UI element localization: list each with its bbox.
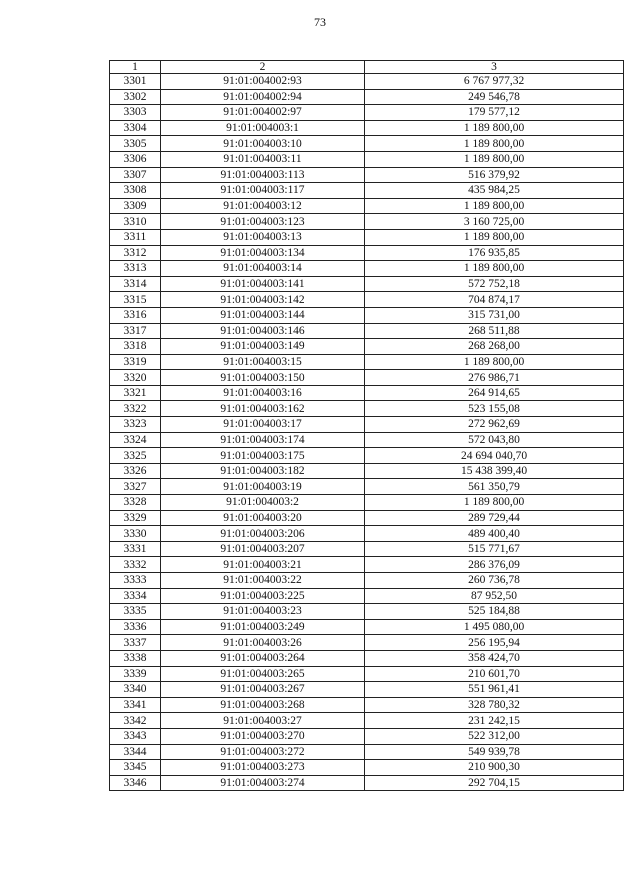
table-row (110, 229, 624, 245)
table-row (110, 120, 624, 136)
cadastral-number-cell: 91:01:004003:273 (161, 760, 365, 776)
value-cell: 1 189 800,00 (365, 261, 624, 277)
row-index-cell: 3340 (110, 682, 161, 698)
cadastral-number-cell: 91:01:004003:267 (161, 682, 365, 698)
table-row (110, 183, 624, 199)
value-cell: 260 736,78 (365, 573, 624, 589)
row-index-cell: 3318 (110, 339, 161, 355)
value-cell: 289 729,44 (365, 510, 624, 526)
row-index-cell: 3303 (110, 105, 161, 121)
table-row (110, 276, 624, 292)
value-cell: 24 694 040,70 (365, 448, 624, 464)
row-index-cell: 3322 (110, 401, 161, 417)
table-row (110, 354, 624, 370)
value-cell: 704 874,17 (365, 292, 624, 308)
value-cell: 549 939,78 (365, 744, 624, 760)
table-row (110, 573, 624, 589)
value-cell: 272 962,69 (365, 417, 624, 433)
row-index-cell: 3326 (110, 463, 161, 479)
table-row (110, 401, 624, 417)
row-index-cell: 3328 (110, 495, 161, 511)
value-cell: 1 189 800,00 (365, 354, 624, 370)
table-row (110, 245, 624, 261)
table-body (110, 61, 624, 791)
cadastral-number-cell: 91:01:004003:17 (161, 417, 365, 433)
cadastral-number-cell: 91:01:004003:144 (161, 307, 365, 323)
row-index-cell: 3323 (110, 417, 161, 433)
row-index-cell: 3327 (110, 479, 161, 495)
table-row (110, 307, 624, 323)
row-index-cell: 3330 (110, 526, 161, 542)
value-cell: 1 189 800,00 (365, 151, 624, 167)
row-index-cell: 3336 (110, 619, 161, 635)
row-index-cell: 3342 (110, 713, 161, 729)
table-row (110, 713, 624, 729)
cadastral-number-cell: 91:01:004003:26 (161, 635, 365, 651)
cadastral-number-cell: 91:01:004003:142 (161, 292, 365, 308)
table-row (110, 323, 624, 339)
value-cell: 523 155,08 (365, 401, 624, 417)
table-row (110, 588, 624, 604)
table-row (110, 682, 624, 698)
cadastral-number-cell: 91:01:004003:16 (161, 385, 365, 401)
value-cell: 315 731,00 (365, 307, 624, 323)
row-index-cell: 3314 (110, 276, 161, 292)
row-index-cell: 3332 (110, 557, 161, 573)
cadastral-number-cell: 91:01:004003:175 (161, 448, 365, 464)
table-row (110, 151, 624, 167)
value-cell: 249 546,78 (365, 89, 624, 105)
value-cell: 1 189 800,00 (365, 198, 624, 214)
value-cell: 489 400,40 (365, 526, 624, 542)
row-index-cell: 3316 (110, 307, 161, 323)
value-cell: 210 900,30 (365, 760, 624, 776)
value-cell: 286 376,09 (365, 557, 624, 573)
value-cell: 264 914,65 (365, 385, 624, 401)
cadastral-number-cell: 91:01:004003:146 (161, 323, 365, 339)
value-cell: 231 242,15 (365, 713, 624, 729)
row-index-cell: 3337 (110, 635, 161, 651)
value-cell: 292 704,15 (365, 775, 624, 791)
table-row (110, 214, 624, 230)
cadastral-number-cell: 91:01:004003:20 (161, 510, 365, 526)
cadastral-number-cell: 91:01:004002:93 (161, 74, 365, 90)
cadastral-number-cell: 91:01:004003:2 (161, 495, 365, 511)
row-index-cell: 3346 (110, 775, 161, 791)
row-index-cell: 3313 (110, 261, 161, 277)
cadastral-number-cell: 91:01:004003:207 (161, 541, 365, 557)
row-index-cell: 3317 (110, 323, 161, 339)
row-index-cell: 3331 (110, 541, 161, 557)
cadastral-number-cell: 91:01:004003:11 (161, 151, 365, 167)
cadastral-number-cell: 91:01:004003:174 (161, 432, 365, 448)
table-row (110, 432, 624, 448)
value-cell: 176 935,85 (365, 245, 624, 261)
value-cell: 1 189 800,00 (365, 120, 624, 136)
row-index-cell: 3308 (110, 183, 161, 199)
table-row (110, 775, 624, 791)
value-cell: 525 184,88 (365, 604, 624, 620)
value-cell: 15 438 399,40 (365, 463, 624, 479)
row-index-cell: 3306 (110, 151, 161, 167)
cadastral-number-cell: 91:01:004002:94 (161, 89, 365, 105)
cadastral-number-cell: 91:01:004003:1 (161, 120, 365, 136)
cadastral-number-cell: 91:01:004003:123 (161, 214, 365, 230)
table-row (110, 339, 624, 355)
value-cell: 572 752,18 (365, 276, 624, 292)
cadastral-number-cell: 91:01:004003:272 (161, 744, 365, 760)
cadastral-number-cell: 91:01:004003:19 (161, 479, 365, 495)
row-index-cell: 3305 (110, 136, 161, 152)
table-row (110, 557, 624, 573)
value-cell: 515 771,67 (365, 541, 624, 557)
value-cell: 179 577,12 (365, 105, 624, 121)
row-index-cell: 3333 (110, 573, 161, 589)
column-header-value: 3 (365, 61, 624, 74)
table-row (110, 526, 624, 542)
value-cell: 328 780,32 (365, 697, 624, 713)
table-row (110, 697, 624, 713)
page-number: 73 (314, 15, 326, 29)
value-cell: 522 312,00 (365, 728, 624, 744)
cadastral-number-cell: 91:01:004003:12 (161, 198, 365, 214)
table-row (110, 728, 624, 744)
cadastral-number-cell: 91:01:004003:206 (161, 526, 365, 542)
value-cell: 256 195,94 (365, 635, 624, 651)
table-header-row (110, 61, 624, 74)
row-index-cell: 3339 (110, 666, 161, 682)
table-row (110, 89, 624, 105)
cadastral-number-cell: 91:01:004003:10 (161, 136, 365, 152)
row-index-cell: 3344 (110, 744, 161, 760)
row-index-cell: 3307 (110, 167, 161, 183)
table-row (110, 74, 624, 90)
row-index-cell: 3302 (110, 89, 161, 105)
cadastral-number-cell: 91:01:004003:149 (161, 339, 365, 355)
cadastral-value-table (109, 60, 624, 791)
table-row (110, 510, 624, 526)
cadastral-number-cell: 91:01:004003:162 (161, 401, 365, 417)
cadastral-number-cell: 91:01:004003:182 (161, 463, 365, 479)
cadastral-number-cell: 91:01:004003:268 (161, 697, 365, 713)
cadastral-number-cell: 91:01:004002:97 (161, 105, 365, 121)
value-cell: 1 495 080,00 (365, 619, 624, 635)
table-row (110, 541, 624, 557)
table-row (110, 261, 624, 277)
row-index-cell: 3334 (110, 588, 161, 604)
column-header-index: 1 (110, 61, 161, 74)
cadastral-number-cell: 91:01:004003:13 (161, 229, 365, 245)
cadastral-number-cell: 91:01:004003:15 (161, 354, 365, 370)
cadastral-number-cell: 91:01:004003:264 (161, 650, 365, 666)
value-cell: 3 160 725,00 (365, 214, 624, 230)
row-index-cell: 3309 (110, 198, 161, 214)
row-index-cell: 3312 (110, 245, 161, 261)
table-row (110, 650, 624, 666)
value-cell: 6 767 977,32 (365, 74, 624, 90)
table-row (110, 666, 624, 682)
value-cell: 435 984,25 (365, 183, 624, 199)
cadastral-number-cell: 91:01:004003:141 (161, 276, 365, 292)
column-header-cadastral-number: 2 (161, 61, 365, 74)
row-index-cell: 3321 (110, 385, 161, 401)
value-cell: 268 511,88 (365, 323, 624, 339)
row-index-cell: 3311 (110, 229, 161, 245)
table-row (110, 198, 624, 214)
cadastral-number-cell: 91:01:004003:14 (161, 261, 365, 277)
table-row (110, 417, 624, 433)
cadastral-number-cell: 91:01:004003:21 (161, 557, 365, 573)
cadastral-number-cell: 91:01:004003:150 (161, 370, 365, 386)
value-cell: 358 424,70 (365, 650, 624, 666)
row-index-cell: 3304 (110, 120, 161, 136)
table-row (110, 744, 624, 760)
row-index-cell: 3329 (110, 510, 161, 526)
table-row (110, 370, 624, 386)
row-index-cell: 3341 (110, 697, 161, 713)
row-index-cell: 3315 (110, 292, 161, 308)
cadastral-number-cell: 91:01:004003:274 (161, 775, 365, 791)
cadastral-number-cell: 91:01:004003:134 (161, 245, 365, 261)
row-index-cell: 3345 (110, 760, 161, 776)
cadastral-number-cell: 91:01:004003:23 (161, 604, 365, 620)
table-row (110, 760, 624, 776)
table-row (110, 619, 624, 635)
cadastral-number-cell: 91:01:004003:265 (161, 666, 365, 682)
cadastral-number-cell: 91:01:004003:22 (161, 573, 365, 589)
cadastral-number-cell: 91:01:004003:225 (161, 588, 365, 604)
cadastral-number-cell: 91:01:004003:117 (161, 183, 365, 199)
row-index-cell: 3335 (110, 604, 161, 620)
value-cell: 516 379,92 (365, 167, 624, 183)
row-index-cell: 3343 (110, 728, 161, 744)
value-cell: 1 189 800,00 (365, 495, 624, 511)
row-index-cell: 3338 (110, 650, 161, 666)
table-row (110, 479, 624, 495)
row-index-cell: 3320 (110, 370, 161, 386)
value-cell: 1 189 800,00 (365, 136, 624, 152)
cadastral-number-cell: 91:01:004003:249 (161, 619, 365, 635)
table-row (110, 385, 624, 401)
table-row (110, 136, 624, 152)
row-index-cell: 3324 (110, 432, 161, 448)
table-row (110, 105, 624, 121)
value-cell: 561 350,79 (365, 479, 624, 495)
row-index-cell: 3310 (110, 214, 161, 230)
row-index-cell: 3319 (110, 354, 161, 370)
cadastral-number-cell: 91:01:004003:270 (161, 728, 365, 744)
value-cell: 87 952,50 (365, 588, 624, 604)
table-row (110, 495, 624, 511)
row-index-cell: 3325 (110, 448, 161, 464)
table-row (110, 463, 624, 479)
value-cell: 1 189 800,00 (365, 229, 624, 245)
table-row (110, 167, 624, 183)
table-row (110, 292, 624, 308)
cadastral-number-cell: 91:01:004003:113 (161, 167, 365, 183)
table-row (110, 604, 624, 620)
table-row (110, 448, 624, 464)
value-cell: 572 043,80 (365, 432, 624, 448)
value-cell: 551 961,41 (365, 682, 624, 698)
value-cell: 210 601,70 (365, 666, 624, 682)
value-cell: 276 986,71 (365, 370, 624, 386)
cadastral-number-cell: 91:01:004003:27 (161, 713, 365, 729)
row-index-cell: 3301 (110, 74, 161, 90)
table-row (110, 635, 624, 651)
value-cell: 268 268,00 (365, 339, 624, 355)
